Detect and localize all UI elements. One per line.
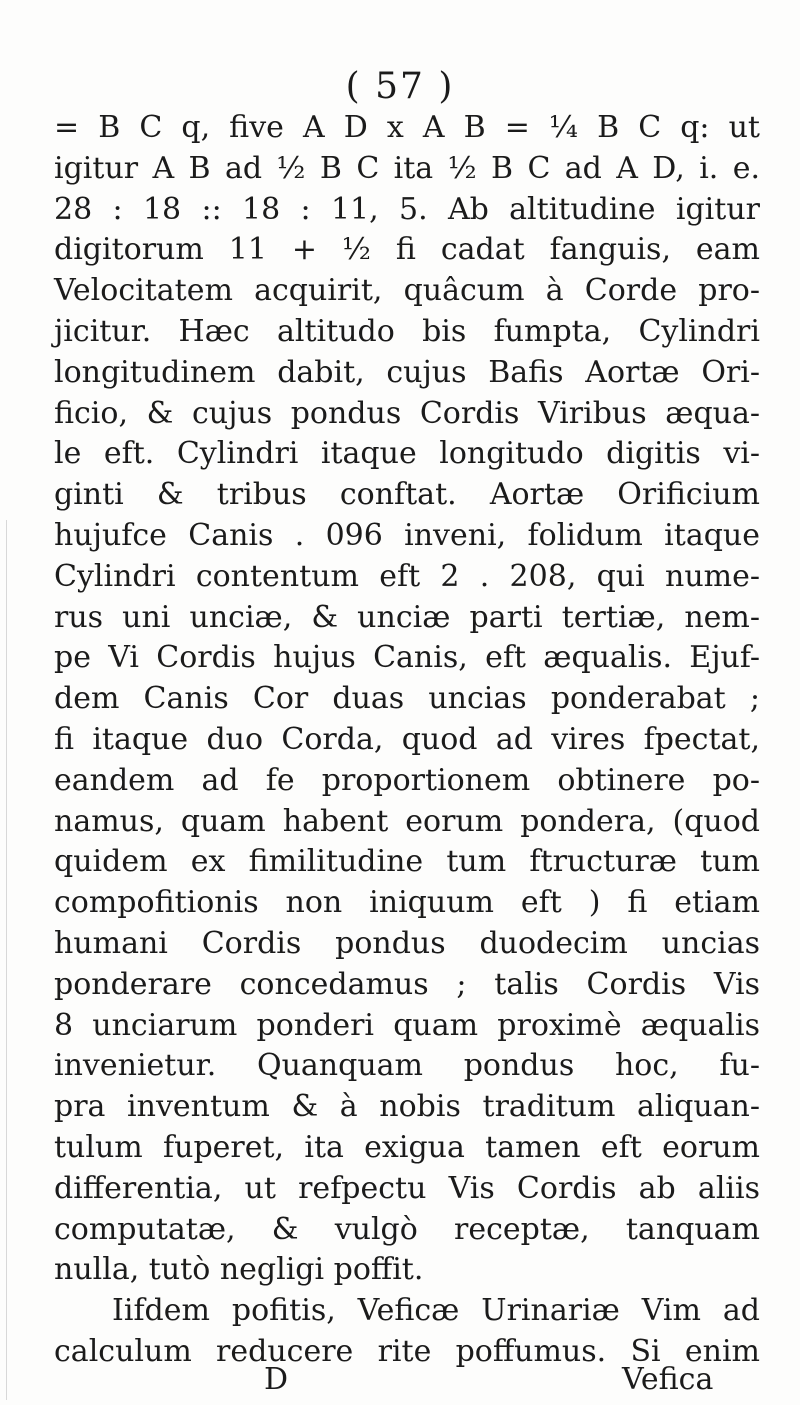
catchword: Vefica	[622, 1362, 714, 1397]
text-line: eandem ad fe proportionem obtinere po-	[54, 762, 760, 798]
text-line: tulum fuperet, ita exigua tamen eft eorum	[54, 1129, 760, 1165]
text-line: = B C q, five A D x A B = ¼ B C q: ut	[54, 110, 760, 145]
text-line: pe Vi Cordis hujus Canis, eft æqualis. Ejuf-	[54, 640, 760, 676]
binding-shadow	[6, 520, 7, 1400]
text-line: igitur A B ad ½ B C ita ½ B C ad A D, i. e.	[54, 150, 760, 186]
page-footer	[0, 1360, 800, 1400]
text-line: humani Cordis pondus duodecim uncias	[54, 925, 760, 961]
text-line: ficio, & cujus pondus Cordis Viribus æqua-	[54, 395, 760, 431]
text-line: Iifdem pofitis, Veficæ Urinariæ Vim ad	[112, 1293, 760, 1329]
text-line: invenietur. Quanquam pondus hoc, fu-	[54, 1048, 760, 1084]
text-line: ginti & tribus conftat. Aortæ Orificium	[54, 477, 760, 513]
text-line: calculum reducere rite poffumus. Si enim	[54, 1333, 760, 1369]
signature-mark: D	[264, 1362, 289, 1397]
body-text	[54, 108, 760, 1373]
text-line: dem Canis Cor duas uncias ponderabat ;	[54, 681, 760, 717]
text-line: 28 : 18 :: 18 : 11, 5. Ab altitudine igitur	[54, 191, 760, 227]
text-line: compofitionis non iniquum eft ) fi etiam	[54, 885, 760, 921]
text-line: rus uni unciæ, & unciæ parti tertiæ, nem-	[54, 599, 760, 635]
text-line: quidem ex fimilitudine tum ftructuræ tum	[54, 844, 760, 880]
text-line: Cylindri contentum eft 2 . 208, qui nume-	[54, 558, 760, 594]
text-line: ponderare concedamus ; talis Cordis Vis	[54, 966, 760, 1002]
text-line: hujufce Canis . 096 inveni, folidum itaque	[54, 517, 760, 553]
text-line: fi itaque duo Corda, quod ad vires fpectat,	[54, 721, 760, 757]
text-line: computatæ, & vulgò receptæ, tanquam	[54, 1211, 760, 1247]
text-line: 8 unciarum ponderi quam proximè æqualis	[54, 1007, 760, 1043]
text-line: le eft. Cylindri itaque longitudo digitis vi-	[54, 436, 760, 472]
text-line: digitorum 11 + ½ fi cadat fanguis, eam	[54, 232, 760, 268]
text-line: differentia, ut refpectu Vis Cordis ab aliis	[54, 1170, 760, 1206]
text-line: namus, quam habent eorum pondera, (quod	[54, 803, 760, 839]
text-line: pra inventum & à nobis traditum aliquan-	[54, 1089, 760, 1125]
text-line: Velocitatem acquirit, quâcum à Corde pro-	[54, 273, 760, 309]
page-number: ( 57 )	[345, 66, 455, 107]
text-line: jicitur. Hæc altitudo bis fumpta, Cylindri	[54, 313, 760, 349]
text-line: nulla, tutò negligi poffit.	[54, 1252, 424, 1288]
text-line: longitudinem dabit, cujus Bafis Aortæ Ori-	[54, 354, 760, 390]
